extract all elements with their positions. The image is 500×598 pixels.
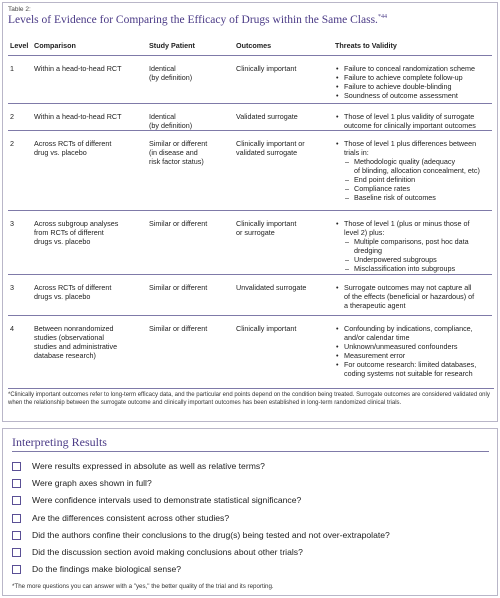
cell-study-patient-line: (by definition) — [149, 73, 193, 82]
threat-text: Those of level 1 plus validity of surrogate — [344, 112, 475, 121]
cell-comparison — [34, 64, 142, 73]
threat-text: trials in: — [344, 148, 369, 157]
checklist-question: Are the differences consistent across other studies? — [32, 512, 230, 523]
threat-item — [335, 219, 493, 228]
dash-icon: – — [345, 264, 349, 273]
cell-outcomes-line: Clinically important or — [236, 139, 305, 148]
checklist-footnote: *The more questions you can answer with a "yes," the better quality of the trial and its reporting. — [12, 583, 274, 590]
cell-outcomes-line: Clinically important — [236, 64, 297, 73]
threat-text: of blinding, allocation concealment, etc) — [354, 166, 480, 175]
cell-study-patient — [149, 64, 233, 82]
checklist-question: Did the discussion section avoid making conclusions about other trials? — [32, 547, 303, 557]
threat-item — [335, 148, 493, 157]
cell-outcomes-line: Clinically important — [236, 219, 297, 228]
cell-outcomes — [236, 139, 328, 157]
cell-comparison-line: drug vs. placebo — [34, 148, 87, 157]
checklist-question: Do the findings make biological sense? — [32, 564, 182, 575]
cell-comparison — [34, 112, 142, 121]
cell-level: 3 — [10, 283, 14, 292]
cell-level: 2 — [10, 112, 14, 121]
cell-study-patient-line: Identical — [149, 112, 176, 121]
threat-text: and/or calendar time — [344, 333, 410, 342]
cell-comparison — [34, 324, 142, 360]
cell-study-patient — [149, 112, 233, 130]
threat-text: Failure to conceal randomization scheme — [344, 64, 476, 73]
cell-outcomes — [236, 64, 328, 73]
checkbox-icon[interactable] — [12, 565, 21, 574]
cell-study-patient-line: Similar or different — [149, 283, 208, 292]
cell-study-patient-line: Similar or different — [149, 219, 208, 228]
dash-icon: – — [345, 175, 349, 184]
table-column-headers — [3, 41, 497, 55]
threat-item — [335, 64, 493, 73]
checklist-question: Were confidence intervals used to demonstrate statistical significance? — [32, 495, 302, 506]
threat-item — [335, 91, 493, 100]
threat-item — [335, 301, 493, 310]
cell-comparison-line: studies and administrative — [34, 342, 118, 351]
cell-outcomes-line: Unvalidated surrogate — [236, 283, 307, 292]
threat-text: coding systems not suitable for research — [344, 369, 473, 378]
threat-text: Baseline risk of outcomes — [354, 193, 436, 202]
cell-threats — [335, 112, 493, 130]
threat-item — [335, 324, 493, 333]
threat-text: Those of level 1 plus differences between — [344, 139, 477, 148]
cell-level: 4 — [10, 324, 14, 333]
cell-comparison-line: drugs vs. placebo — [34, 292, 91, 301]
threat-item — [335, 292, 493, 301]
threat-text: Measurement error — [344, 351, 406, 360]
checkbox-icon[interactable] — [12, 531, 21, 540]
threat-text: Those of level 1 (plus or minus those of — [344, 219, 470, 228]
cell-comparison-line: Across RCTs of different — [34, 139, 112, 148]
threat-text: Multiple comparisons, post hoc data — [354, 237, 469, 246]
cell-comparison — [34, 139, 142, 157]
dash-icon: – — [345, 237, 349, 246]
cell-comparison-line: drugs vs. placebo — [34, 237, 91, 246]
cell-threats — [335, 283, 493, 310]
checklist-question: Did the authors confine their conclusions to the drug(s) being tested and not over-extrapolate? — [32, 529, 390, 540]
checkbox-icon[interactable] — [12, 479, 21, 488]
table-row — [8, 315, 492, 378]
threat-item — [335, 360, 493, 369]
threat-subitem — [335, 157, 493, 166]
threat-text: a therapeutic agent — [344, 301, 406, 310]
threat-text: dredging — [354, 246, 382, 255]
checkbox-icon[interactable] — [12, 514, 21, 523]
threat-text: Failure to achieve complete follow-up — [344, 73, 463, 82]
cell-comparison-line: studies (observational — [34, 333, 104, 342]
bullet-icon: • — [336, 64, 339, 73]
cell-comparison-line: Within a head-to-head RCT — [34, 112, 122, 121]
threat-text: Confounding by indications, compliance, — [344, 324, 473, 333]
cell-outcomes-line: or surrogate — [236, 228, 275, 237]
threat-text: outcome for clinically important outcomes — [344, 121, 476, 130]
bullet-icon: • — [336, 112, 339, 121]
threat-text: Misclassification into subgroups — [354, 264, 456, 273]
checklist-question: Were results expressed in absolute as well as relative terms? — [32, 461, 265, 471]
bullet-icon: • — [336, 82, 339, 91]
bullet-icon: • — [336, 139, 339, 148]
interpreting-results-panel — [2, 428, 498, 596]
bullet-icon: • — [336, 351, 339, 360]
threat-text: End point definition — [354, 175, 416, 184]
threat-subitem — [335, 193, 493, 202]
checkbox-icon[interactable] — [12, 548, 21, 557]
cell-level: 2 — [10, 139, 14, 148]
table-row — [8, 274, 492, 310]
threat-subitem — [335, 246, 493, 255]
cell-threats — [335, 64, 493, 100]
cell-level: 1 — [10, 64, 14, 73]
threat-text: level 2) plus: — [344, 228, 385, 237]
cell-threats — [335, 219, 493, 273]
cell-comparison-line: Across RCTs of different — [34, 283, 112, 292]
threat-text: Underpowered subgroups — [354, 255, 437, 264]
threat-text: Methodologic quality (adequacy — [354, 157, 456, 166]
cell-study-patient-line: Similar or different — [149, 139, 208, 148]
checklist-title: Interpreting Results — [12, 435, 107, 449]
col-header-threats: Threats to Validity — [335, 41, 397, 50]
threat-subitem — [335, 237, 493, 246]
threat-item — [335, 333, 493, 342]
cell-threats — [335, 324, 493, 378]
dash-icon: – — [345, 255, 349, 264]
cell-study-patient-line: Identical — [149, 64, 176, 73]
col-header-study-patient: Study Patient — [149, 41, 195, 50]
threat-text: Surrogate outcomes may not capture all — [344, 283, 472, 292]
cell-study-patient — [149, 219, 233, 228]
col-header-comparison: Comparison — [34, 41, 76, 50]
table-footnote: *Clinically important outcomes refer to long-term efficacy data, and the particular end points depend on the condition being treated. Surrogate outcomes are considered validated only when the relationship between the surrogate outcome and clinically important outcomes has been established in long-term randomized clinical trials. — [8, 388, 494, 407]
col-header-level: Level — [10, 41, 29, 50]
cell-study-patient — [149, 283, 233, 292]
threat-item — [335, 283, 493, 292]
checkbox-icon[interactable] — [12, 462, 21, 471]
table-row — [8, 130, 492, 202]
table-title — [8, 14, 387, 26]
bullet-icon: • — [336, 73, 339, 82]
cell-comparison-line: Between nonrandomized — [34, 324, 114, 333]
cell-comparison-line: Within a head-to-head RCT — [34, 64, 122, 73]
threat-text: of the effects (beneficial or hazardous) of — [344, 292, 475, 301]
table-row — [8, 210, 492, 273]
col-header-outcomes: Outcomes — [236, 41, 272, 50]
threat-text: Compliance rates — [354, 184, 410, 193]
bullet-icon: • — [336, 360, 339, 369]
bullet-icon: • — [336, 91, 339, 100]
cell-comparison-line: Across subgroup analyses — [34, 219, 119, 228]
threat-subitem — [335, 175, 493, 184]
table-row — [8, 55, 492, 100]
checklist-question: Were graph axes shown in full? — [32, 478, 152, 489]
threat-text: Soundness of outcome assessment — [344, 91, 458, 100]
evidence-table-panel — [2, 2, 498, 422]
threat-item — [335, 228, 493, 237]
table-title-text: Levels of Evidence for Comparing the Efficacy of Drugs within the Same Class. — [8, 14, 378, 26]
bullet-icon: • — [336, 219, 339, 228]
cell-outcomes — [236, 219, 328, 237]
cell-study-patient-line: (by definition) — [149, 121, 193, 130]
threat-text: Failure to achieve double-blinding — [344, 82, 452, 91]
threat-item — [335, 351, 493, 360]
threat-subitem — [335, 184, 493, 193]
dash-icon: – — [345, 157, 349, 166]
cell-outcomes — [236, 112, 328, 121]
cell-level: 3 — [10, 219, 14, 228]
threat-item — [335, 73, 493, 82]
threat-subitem — [335, 166, 493, 175]
dash-icon: – — [345, 184, 349, 193]
cell-threats — [335, 139, 493, 202]
cell-comparison-line: from RCTs of different — [34, 228, 104, 237]
threat-subitem — [335, 255, 493, 264]
cell-outcomes-line: validated surrogate — [236, 148, 298, 157]
cell-study-patient-line: (in disease and — [149, 148, 198, 157]
threat-text: Unknown/unmeasured confounders — [344, 342, 458, 351]
cell-comparison — [34, 283, 142, 301]
threat-item — [335, 369, 493, 378]
cell-study-patient — [149, 139, 233, 166]
cell-outcomes-line: Clinically important — [236, 324, 297, 333]
threat-item — [335, 82, 493, 91]
threat-item — [335, 112, 493, 121]
checkbox-icon[interactable] — [12, 496, 21, 505]
cell-outcomes — [236, 283, 328, 292]
cell-outcomes-line: Validated surrogate — [236, 112, 298, 121]
threat-text: For outcome research: limited databases, — [344, 360, 477, 369]
threat-item — [335, 139, 493, 148]
table-label: Table 2: — [8, 6, 31, 13]
bullet-icon: • — [336, 324, 339, 333]
table-row — [8, 103, 492, 130]
table-title-ref: *44 — [377, 14, 387, 21]
checklist-divider — [12, 451, 489, 452]
cell-study-patient — [149, 324, 233, 333]
threat-item — [335, 121, 493, 130]
bullet-icon: • — [336, 342, 339, 351]
cell-comparison — [34, 219, 142, 246]
cell-outcomes — [236, 324, 328, 333]
threat-subitem — [335, 264, 493, 273]
dash-icon: – — [345, 193, 349, 202]
cell-comparison-line: database research) — [34, 351, 96, 360]
threat-item — [335, 342, 493, 351]
cell-study-patient-line: risk factor status) — [149, 157, 204, 166]
cell-study-patient-line: Similar or different — [149, 324, 208, 333]
bullet-icon: • — [336, 283, 339, 292]
